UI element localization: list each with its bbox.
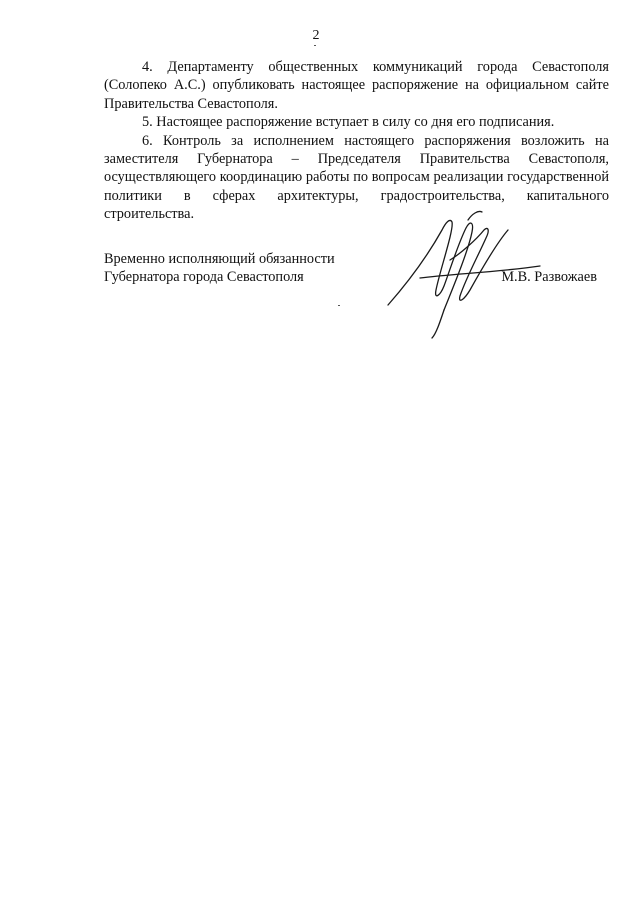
scan-speck: [338, 305, 340, 306]
paragraph-4: 4. Департаменту общественных коммуникаций города Севастополя (Солопеко А.С.) опубликовать настоящее распоряжение на официальном сайте Правительства Севастополя.: [104, 59, 609, 112]
handwritten-signature: [380, 200, 550, 340]
paragraph-6: 6. Контроль за исполнением настоящего распоряжения возложить на заместителя Губернатора – Председателя Правительства Севастополя, осуществляющего координацию работы по вопросам реализации государственной политики в сферах архитектуры, градостроительства, капитального строительства.: [104, 132, 609, 223]
signatory-position-line-2: Губернатора города Севастополя: [104, 269, 304, 286]
signatory-name: М.В. Развожаев: [501, 269, 597, 285]
page-number: 2: [312, 28, 320, 43]
signatory-position-line-1: Временно исполняющий обязанности: [104, 251, 335, 267]
paragraph-5: 5. Настоящее распоряжение вступает в силу со дня его подписания.: [142, 114, 555, 131]
document-body: [104, 58, 609, 224]
scan-speck: [314, 45, 316, 46]
signatory-position: [104, 250, 335, 287]
